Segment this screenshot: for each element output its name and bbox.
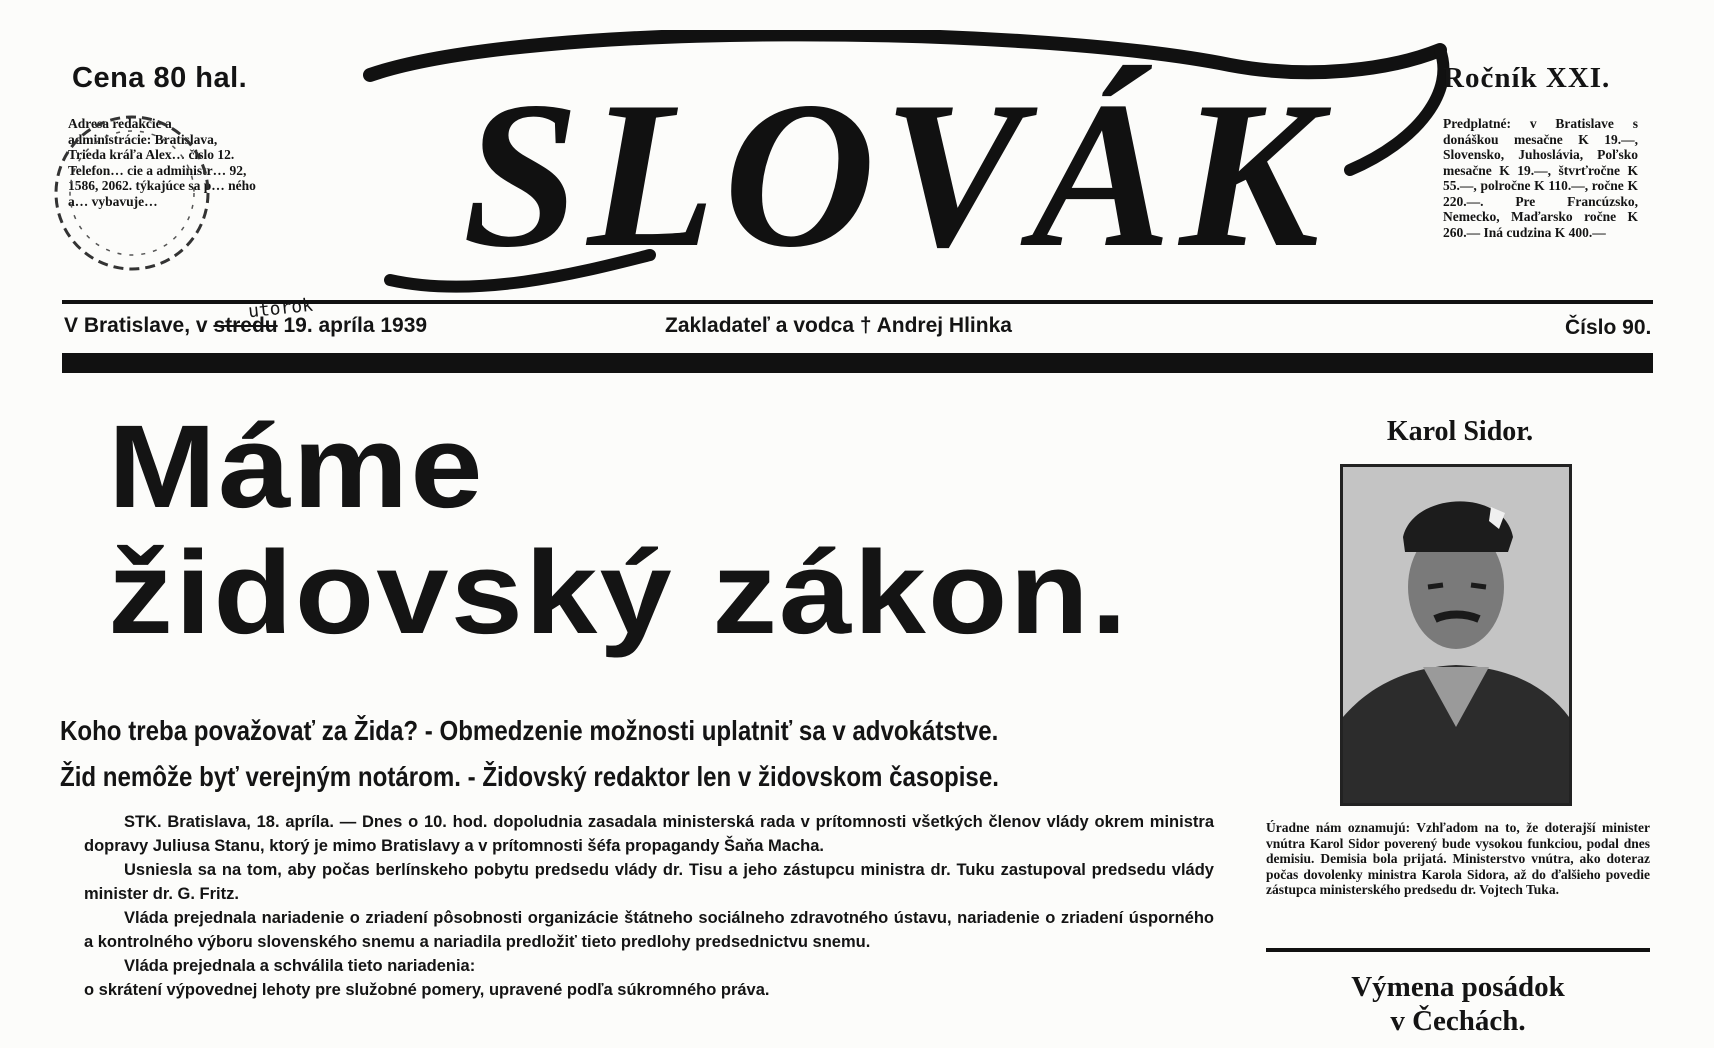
dateline-prefix: V Bratislave, v	[64, 314, 208, 337]
sidebar-rule	[1266, 948, 1650, 952]
dateline-struck-day: stredu	[213, 314, 278, 337]
volume-label: Ročník XXI.	[1443, 62, 1611, 94]
subheadline-line-2: Žid nemôže byť verejným notárom. - Židovský redaktor len v židovskom časopise.	[60, 761, 999, 792]
article-paragraph: Vláda prejednala nariadenie o zriadení pôsobnosti organizácie štátneho sociálneho zdravotného ústavu, nariadenie o zriadení úsporného a kontrolného výboru slovenského snemu a nariadila predložiť tieto predlohy predsednictvu snemu.	[84, 909, 1214, 951]
headline-line-1: Máme	[108, 401, 485, 533]
photo-caption: Úradne nám oznamujú: Vzhľadom na to, že doterajší minister vnútra Karol Sidor poverený bude vysokou funkciou, podal dnes demisiu. Demisia bola prijatá. Ministerstvo vnútra, ako doteraz počas dovolenky ministra Karola Sidora, až do ďalšieho povedie zástupca ministerského predsedu dr. Vojtech Tuka.	[1266, 820, 1650, 897]
logo-text: SLOVÁK	[462, 59, 1328, 291]
sidebar-title: Karol Sidor.	[1386, 416, 1534, 447]
price-label: Cena 80 hal.	[72, 62, 248, 94]
article-paragraph: o skrátení výpovednej lehoty pre služobné pomery, upravené podľa súkromného práva.	[84, 981, 770, 999]
article-paragraph: Usniesla sa na tom, aby počas berlínskeho pobytu predsedu vlády dr. Tisu a jeho zástupcu ministra dr. Tuku zastupoval predsedu vlády minister dr. G. Fritz.	[84, 861, 1214, 903]
portrait-illustration	[1343, 467, 1569, 803]
sidebar-headline-line-1: Výmena posádok	[1351, 971, 1565, 1003]
dateline-date: 19. apríla 1939	[283, 314, 428, 337]
article-paragraph: STK. Bratislava, 18. apríla. — Dnes o 10. hod. dopoludnia zasadala ministerská rada v prítomnosti všetkých členov vlády okrem ministra dopravy Juliusa Stanu, ktorý je mimo Bratislavy a v prítomnosti šéfa propagandy Šaňa Macha.	[84, 813, 1214, 855]
library-stamp	[52, 108, 222, 278]
founder-line: Zakladateľ a vodca † Andrej Hlinka	[665, 314, 1012, 337]
subscription-box: Predplatné: v Bratislave s donáškou mesačne K 19.—, Slovensko, Juhoslávia, Poľsko mesačne K 19.—, štvrťročne K 55.—, polročne K 110.—, ročne K 220.—. Pre Francúzsko, Nemecko, Maďarsko ročne K 260.— Iná cudzina K 400.—	[1443, 116, 1638, 240]
article-body	[84, 810, 1214, 1002]
subheadline-line-1: Koho treba považovať za Žida? - Obmedzenie možnosti uplatniť sa v advokátstve.	[60, 715, 999, 746]
newspaper-logo	[330, 30, 1460, 300]
main-headline	[108, 401, 1130, 659]
thick-rule	[62, 353, 1653, 373]
headline-line-2: židovský zákon.	[108, 527, 1130, 659]
subheadline	[60, 708, 999, 800]
dateline	[64, 314, 427, 338]
portrait-photo	[1340, 464, 1572, 806]
article-paragraph: Vláda prejednala a schválila tieto nariadenia:	[124, 957, 476, 975]
handwritten-correction: utorok	[247, 294, 314, 323]
issue-number: Číslo 90.	[1565, 316, 1652, 339]
address-box: Adresa redakcie a administrácie: Bratislava, Trieda kráľa Alex… čislo 12. Telefon… cie a administr… 92, 1586, 2062. týkajúce sa p… ného a… vybavuje…	[68, 116, 256, 209]
sidebar-headline	[1266, 970, 1650, 1038]
sidebar-headline-line-2: v Čechách.	[1390, 1005, 1526, 1037]
